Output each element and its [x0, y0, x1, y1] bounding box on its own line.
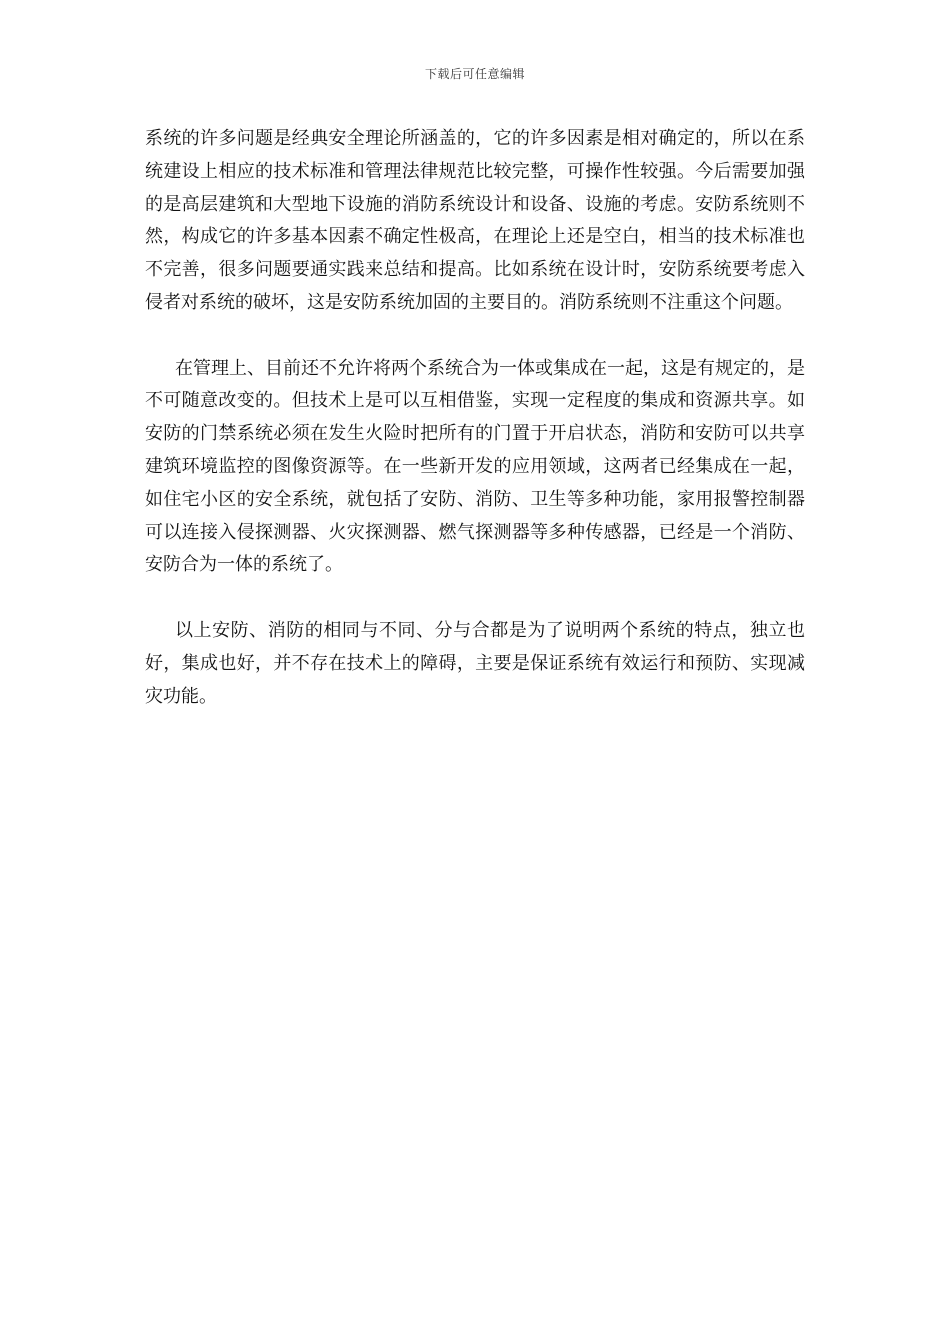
document-body	[145, 123, 805, 713]
paragraph-spacer	[145, 320, 805, 353]
paragraph-spacer	[145, 582, 805, 615]
paragraph-1: 系统的许多问题是经典安全理论所涵盖的，它的许多因素是相对确定的，所以在系统建设上相应的技术标准和管理法律规范比较完整，可操作性较强。今后需要加强的是高层建筑和大型地下设施的消防系统设计和设备、设施的考虑。安防系统则不然，构成它的许多基本因素不确定性极高，在理论上还是空白，相当的技术标准也不完善，很多问题要通实践来总结和提高。比如系统在设计时，安防系统要考虑入侵者对系统的破坏，这是安防系统加固的主要目的。消防系统则不注重这个问题。	[145, 128, 805, 313]
paragraph-2: 在管理上、目前还不允许将两个系统合为一体或集成在一起，这是有规定的，是不可随意改变的。但技术上是可以互相借鉴，实现一定程度的集成和资源共享。如安防的门禁系统必须在发生火险时把所有的门置于开启状态，消防和安防可以共享建筑环境监控的图像资源等。在一些新开发的应用领域，这两者已经集成在一起，如住宅小区的安全系统，就包括了安防、消防、卫生等多种功能，家用报警控制器可以连接入侵探测器、火灾探测器、燃气探测器等多种传感器，已经是一个消防、安防合为一体的系统了。	[145, 357, 805, 576]
paragraph-3: 以上安防、消防的相同与不同、分与合都是为了说明两个系统的特点，独立也好，集成也好，并不存在技术上的障碍，主要是保证系统有效运行和预防、实现减灾功能。	[145, 619, 805, 707]
page-header: 下载后可任意编辑	[424, 67, 525, 81]
